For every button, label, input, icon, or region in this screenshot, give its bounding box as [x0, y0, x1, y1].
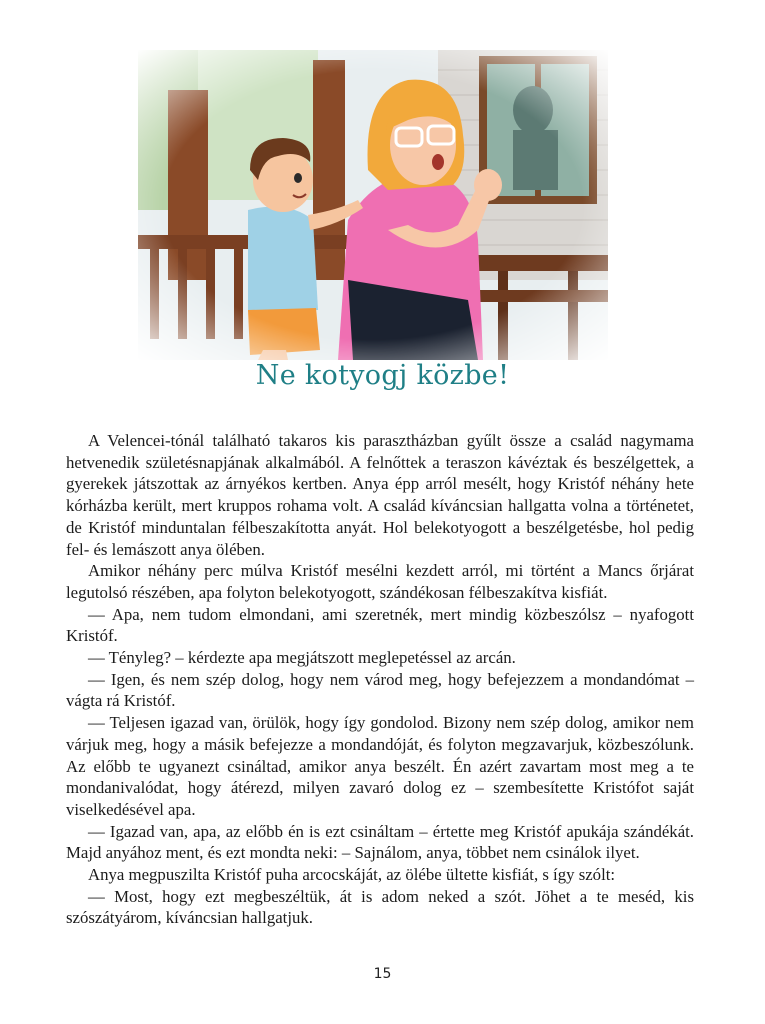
paragraph: — Most, hogy ezt megbeszéltük, át is adom neked a szót. Jöhet a te meséd, kis szószátyárom, kíváncsian hallgatjuk. — [66, 886, 694, 928]
story-title: Ne kotyogj közbe! — [255, 360, 510, 391]
paragraph: — Apa, nem tudom elmondani, ami szeretnék, mert mindig közbeszólsz – nyafogott Kristóf. — [66, 604, 694, 646]
page-number: 15 — [373, 966, 392, 982]
story-illustration — [138, 50, 608, 360]
paragraph: — Teljesen igazad van, örülök, hogy így gondolod. Bizony nem szép dolog, amikor nem várjuk meg, hogy a másik befejezze a mondandóját, és folyton megzavarjuk, közbeszólunk. Az előbb te ugyanezt csináltad, amikor anya beszélt. Én azért zavartam most meg a te mondanivalódat, hogy átérezd, milyen zavaró dolog ez – szembesítette Kristófot saját viselkedésével apa. — [66, 713, 694, 819]
paragraph: — Igen, és nem szép dolog, hogy nem várod meg, hogy befejezzem a mondandómat – vágta rá Kristóf. — [66, 669, 694, 711]
paragraph: Amikor néhány perc múlva Kristóf mesélni kezdett arról, mi történt a Mancs őrjárat legutolsó részében, apa folyton belekotyogott, szándékosan félbeszakítva kisfiát. — [66, 561, 694, 602]
paragraph: Anya megpuszilta Kristóf puha arcocskáját, az ölébe ültette kisfiát, s így szólt: — [88, 865, 616, 885]
paragraph: — Tényleg? – kérdezte apa megjátszott meglepetéssel az arcán. — [88, 648, 516, 668]
paragraph: — Igazad van, apa, az előbb én is ezt csináltam – értette meg Kristóf apukája szándékát. Majd anyához ment, és ezt mondta neki: – Sajnálom, anya, többet nem csinálok ilyet. — [66, 821, 694, 863]
paragraph: A Velencei-tónál található takaros kis parasztházban gyűlt össze a család nagymama hetvenedik születésnapjának alkalmából. A felnőttek a teraszon kávéztak és beszélgettek, a gyerekek játszottak az árnyékos kertben. Anya épp arról mesélt, hogy Kristóf néhány hete kórházba került, mert kruppos rohama volt. A család kíváncsian hallgatta volna a történetet, de Kristóf minduntalan félbeszakította anyát. Hol belekotyogott a beszélgetésbe, hol pedig fel- és lemászott anya ölében. — [66, 431, 694, 559]
story-body — [66, 430, 694, 929]
illustration-mother-and-boy — [138, 50, 608, 360]
